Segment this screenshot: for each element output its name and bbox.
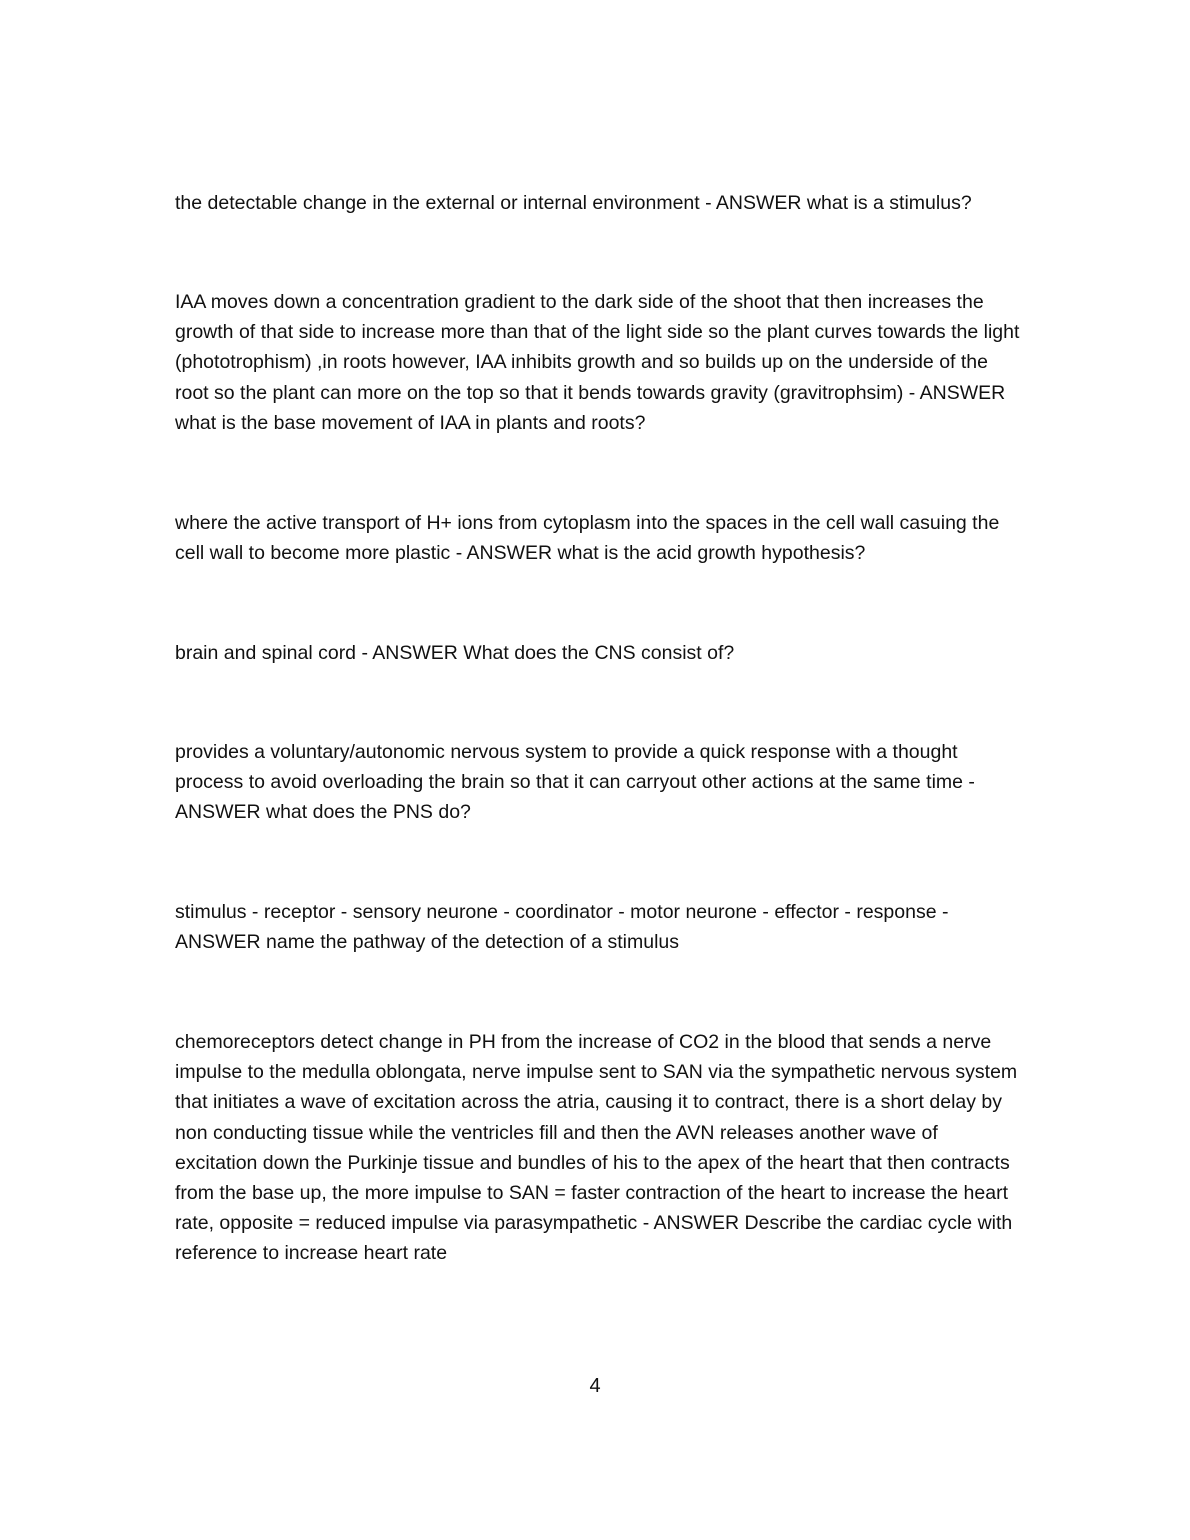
flashcard-entry-iaa-movement: IAA moves down a concentration gradient to the dark side of the shoot that then increases the growth of that side to increase more than that of the light side so the plant curves towards the light (phototrophism) ,in roots however, IAA inhibits growth and so builds up on the underside of the root so the plant can more on the top so that it bends towards gravity (gravitrophsim) - ANSWER what is the base movement of IAA in plants and roots? [175, 291, 1020, 434]
flashcard-entry-stimulus: the detectable change in the external or internal environment - ANSWER what is a stimulus? [175, 192, 972, 214]
flashcard-entry-pns: provides a voluntary/autonomic nervous system to provide a quick response with a thought process to avoid overloading the brain so that it can carryout other actions at the same time - ANSWER what does the PNS do? [175, 741, 975, 824]
flashcard-entry-stimulus-pathway: stimulus - receptor - sensory neurone - coordinator - motor neurone - effector - response - ANSWER name the pathway of the detection of a stimulus [175, 901, 949, 954]
flashcard-entry-acid-growth: where the active transport of H+ ions from cytoplasm into the spaces in the cell wall casuing the cell wall to become more plastic - ANSWER what is the acid growth hypothesis? [175, 512, 1000, 565]
page-number: 4 [589, 1375, 601, 1397]
flashcard-entry-cns: brain and spinal cord - ANSWER What does the CNS consist of? [175, 642, 735, 664]
flashcard-entry-cardiac-cycle: chemoreceptors detect change in PH from the increase of CO2 in the blood that sends a nerve impulse to the medulla oblongata, nerve impulse sent to SAN via the sympathetic nervous system that initiates a wave of excitation across the atria, causing it to contract, there is a short delay by non conducting tissue while the ventricles fill and then the AVN releases another wave of excitation down the Purkinje tissue and bundles of his to the apex of the heart that then contracts from the base up, the more impulse to SAN = faster contraction of the heart to increase the heart rate, opposite = reduced impulse via parasympathetic - ANSWER Describe the cardiac cycle with reference to increase heart rate [175, 1031, 1018, 1265]
